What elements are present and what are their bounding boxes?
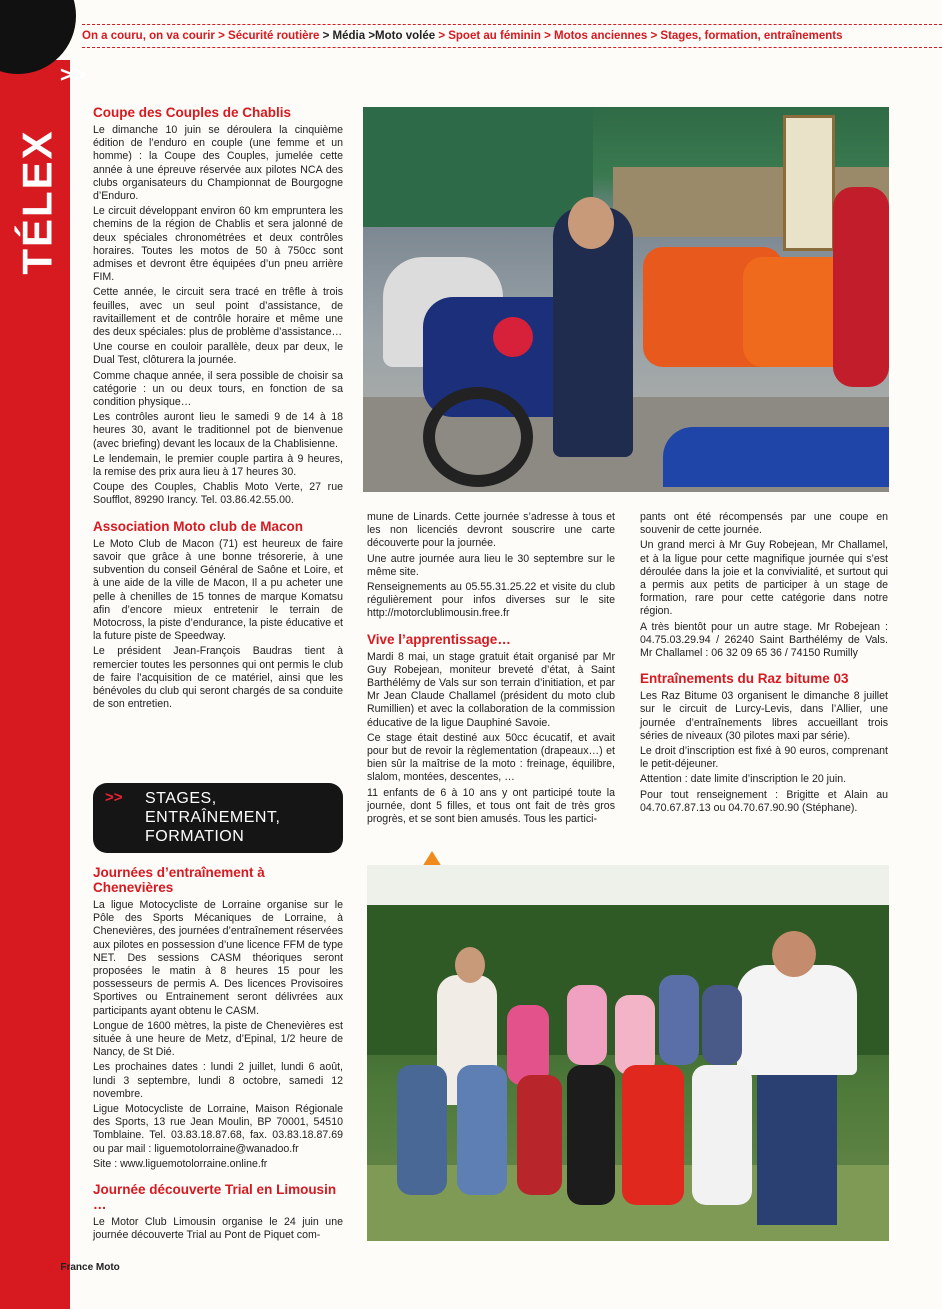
article-title: Entraînements du Raz bitume 03 [640,671,849,687]
page-number: 8 [48,1262,54,1273]
article-paragraph: 11 enfants de 6 à 10 ans y ont participé toute la journée, dont 5 filles, et tous ont fait de très gros progrès, et se sont bien amusés. Tous les partici- [367,786,615,826]
nav-item[interactable]: Motos anciennes > Stages, formation, entraînements [554,30,843,42]
article-title: Coupe des Couples de Chablis [93,105,292,120]
double-arrow-icon: >> [105,789,123,806]
article-paragraph: mune de Linards. Cette journée s’adresse à tous et les non licenciés devront souscrire une carte découverte pour la journée. [367,511,615,550]
nav-item[interactable]: On a couru, on va courir > [82,30,225,42]
article-paragraph: Les contrôles auront lieu le samedi 9 de 14 à 18 heures 30, avant le traditionnel pot de bienvenue (avec briefing) devant les locaux de la Chablisienne. [93,411,343,450]
article-paragraph: A très bientôt pour un autre stage. Mr Robejean : 04.75.03.29.94 / 26240 Saint Barthélémy de Vals. Mr Challamel : 06 32 09 65 36 / 74150 Rumilly [640,620,888,660]
article-paragraph: Pour tout renseignement : Brigitte et Alain au 04.70.67.87.13 ou 04.70.67.90.90 (Stéphane). [640,788,888,814]
column-right [640,511,888,817]
banner-line: STAGES, [145,790,217,807]
article-paragraph: Une course en couloir parallèle, deux par deux, le Dual Test, clôturera la journée. [93,341,343,367]
page-footer [48,1262,120,1273]
article-paragraph: Les prochaines dates : lundi 2 juillet, lundi 6 août, lundi 3 septembre, lundi 8 octobre, samedi 12 novembre. [93,1061,343,1100]
article-paragraph: pants ont été récompensés par une coupe en souvenir de cette journée. [640,511,888,537]
section-nav [82,24,942,48]
article-paragraph: Le Moto Club de Macon (71) est heureux de faire savoir que grâce à une bonne trésorerie, à une subvention du conseil Général de Saône et Loire, et à une aide de la ville de Macon, Il a pu acheter une pelle à chenilles de 15 tonnes de marque Komatsu afin d’encore mieux entretenir le terrain de Motocross, la piste d’endurance, la piste éducative et la future piste de Speedway. [93,537,343,643]
section-title-vertical: TÉLEX [14,129,62,275]
article-link[interactable]: Site : www.liguemotolorraine.online.fr [93,1157,268,1170]
magazine-name: France Moto [60,1262,120,1273]
article-paragraph: Comme chaque année, il sera possible de choisir sa catégorie : un ou deux tours, en fonction de sa condition physique… [93,369,343,409]
article-title: Journées d’entraînement à Chenevières [93,865,265,895]
article-paragraph: Une autre journée aura lieu le 30 septembre sur le même site. [367,552,615,578]
nav-item[interactable]: > Média >Moto volée [322,30,436,42]
article-paragraph: Attention : date limite d’inscription le 20 juin. [640,773,847,786]
article-paragraph: Le circuit développant environ 60 km empruntera les chemins de la région de Chablis et sera jalonné de deux spéciales chronométrées et deux contrôles horaires. Toutes les motos de 50 à 750cc sont admises et devront être équipées d’un pneu arrière FIM. [93,205,343,284]
article-paragraph: Renseignements au 05.55.31.25.22 et visite du club régulièrement pour infos diverses sur le site http://motorclublimousin.free.fr [367,581,615,620]
article-paragraph: Mardi 8 mai, un stage gratuit était organisé par Mr Guy Robejean, moniteur breveté d’état, à Saint Barthélémy de Vals sur son terrain d’initiation, et par Mr Jean Claude Challamel (président du moto club Rumillien) et avec la collaboration de la commission éducative de la ligue Dauphiné Savoie. [367,650,615,729]
stages-section-banner [93,783,343,853]
article-paragraph: Ligue Motocycliste de Lorraine, Maison Régionale des Sports, 13 rue Jean Moulin, BP 70001, 54510 Tomblaine. Tel. 03.83.18.87.68, fax. 03.83.18.87.69 ou par mail : liguemotolorraine@wanadoo.fr [93,1103,343,1155]
article-title: Journée découverte Trial en Limousin … [93,1182,337,1213]
article-paragraph: Un grand merci à Mr Guy Robejean, Mr Challamel, et à la ligue pour cette magnifique journée qui s’est déroulée dans la joie et la convivialité, et surtout qui a permis aux petits de participer à un stage de formation, rare pour cette catégorie dans notre région. [640,539,888,618]
banner-line: FORMATION [145,828,245,845]
article-paragraph: Le lendemain, le premier couple partira à 9 heures, la remise des prix aura lieu à 17 heures 30. [93,452,343,479]
photo-children-trophies [367,865,889,1241]
article-paragraph: Le président Jean-François Baudras tient à remercier toutes les personnes qui ont permis le club de faire l’acquisition de ce matériel, ainsi que les bénévoles du club qui seront chargés de sa conduite de son entretien. [93,645,343,711]
column-left-lower [93,865,343,1244]
photo-motocross-riders [363,107,889,492]
article-paragraph: La ligue Motocycliste de Lorraine organise sur le Pôle des Sports Mécaniques de Lorraine, à Chenevières, des journées d’entraînement réservées aux pilotes en possession d’une licence FFM de type NET. Des sessions CASM théoriques seront proposées le matin à 8 heures 15 pour les possesseurs de permis A. Des licences Provisoires Sportives ou Entrainement seront délivrées aux participants ayant obtenu le CASM. [93,899,343,1017]
double-arrow-icon: >> [60,62,86,87]
banner-line: ENTRAÎNEMENT, [145,809,281,826]
article-title: Vive l’apprentissage… [367,631,511,647]
column-middle [367,511,615,828]
article-paragraph: Le Motor Club Limousin organise le 24 juin une journée découverte Trial au Pont de Piquet com- [93,1216,343,1242]
article-title: Association Moto club de Macon [93,518,304,534]
nav-item[interactable]: > Spoet au féminin > [438,30,551,42]
article-paragraph: Les Raz Bitume 03 organisent le dimanche 8 juillet sur le circuit de Lurcy-Levis, dans l’Allier, une journée d’entraînements libres accueillant trois séries de niveaux (30 pilotes maxi par série). [640,690,888,742]
article-paragraph: Cette année, le circuit sera tracé en trêfle à trois feuilles, avec un seul point d’assistance, de ravitaillement et de contrôle horaire et même une des deux spéciales: plus de problème d’assistance… [93,286,343,339]
article-paragraph: Ce stage était destiné aux 50cc écucatif, et avait pour but de revoir la règlementation (drapeaux…) et bien sûr la maîtrise de la moto : freinage, équilibre, slalom, montées, descentes, … [367,731,615,784]
article-paragraph: Le dimanche 10 juin se déroulera la cinquième édition de l’enduro en couple (une femme et un homme) : la Coupe des Couples, jumelée cette année à une épreuve réservée aux pilotes NCA des clubs organisateurs du Championnat de Bourgogne d’Enduro. [93,124,343,203]
nav-item[interactable]: Sécurité routière [228,30,320,42]
column-left [93,105,343,713]
article-paragraph: Coupe des Couples, Chablis Moto Verte, 27 rue Soufflot, 89290 Irancy. Tel. 03.86.42.55.00. [93,481,343,507]
article-paragraph: Le droit d’inscription est fixé à 90 euros, comprenant le petit-déjeuner. [640,745,888,771]
article-paragraph: Longue de 1600 mètres, la piste de Chenevières est située à une heure de Metz, d’Epinal, 1/2 heure de Nancy, de St Dié. [93,1019,343,1059]
